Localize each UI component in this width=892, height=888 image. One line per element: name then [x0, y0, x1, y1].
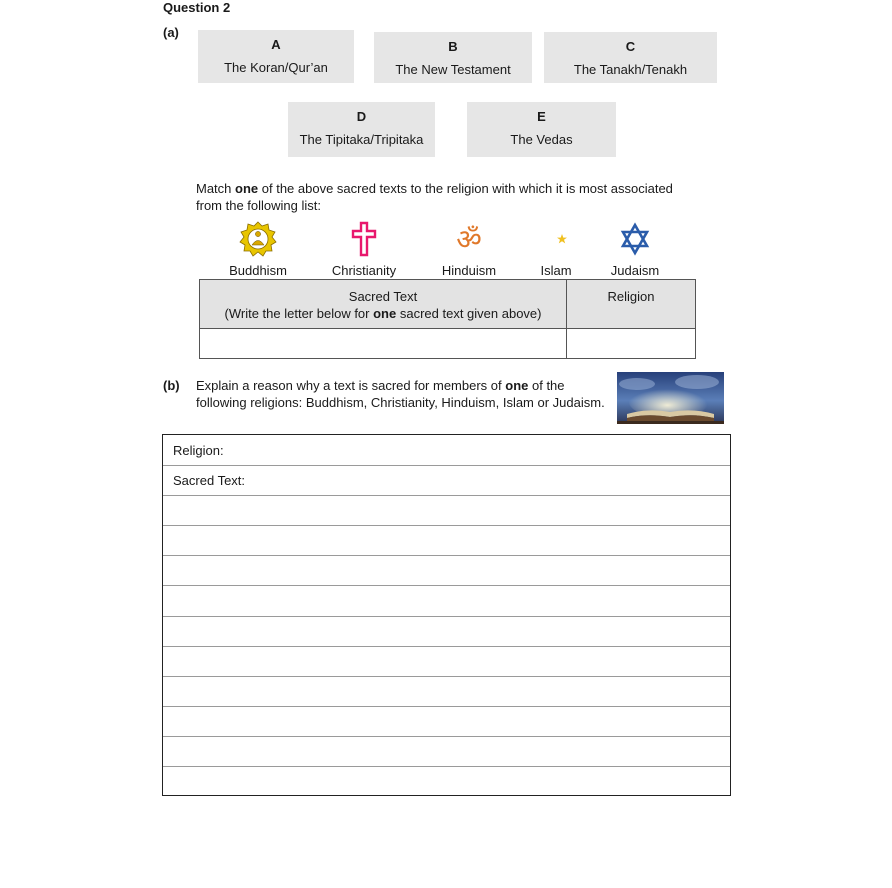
table-header-religion	[567, 280, 696, 329]
sacred-text-field-label: Sacred Text:	[173, 473, 246, 488]
part-b-question	[196, 377, 616, 411]
religion-field-label: Religion:	[173, 443, 224, 458]
answer-line	[163, 766, 730, 767]
religion-buddhism	[208, 221, 308, 278]
religion-label: Buddhism	[229, 263, 287, 278]
sacred-text-name: The Tipitaka/Tripitaka	[299, 132, 424, 147]
table-header-emphasis: one	[373, 306, 397, 321]
question-text: following religions: Buddhism, Christianity, Hinduism, Islam or Judaism.	[196, 395, 605, 410]
part-a-label: (a)	[163, 25, 179, 40]
sacred-text-name: The Tanakh/Tenakh	[573, 62, 688, 77]
answer-line	[163, 495, 730, 496]
svg-text:ॐ: ॐ	[456, 223, 482, 256]
answer-table	[199, 279, 696, 359]
religion-judaism	[585, 221, 685, 278]
religion-hinduism	[419, 221, 519, 278]
sacred-text-box-e	[467, 102, 616, 157]
religion-answer-cell[interactable]	[567, 329, 696, 359]
dharma-wheel-buddha-icon	[238, 221, 278, 257]
religion-label: Islam	[540, 263, 572, 278]
sacred-text-letter: B	[448, 39, 458, 54]
answer-line	[163, 465, 730, 466]
answer-line	[163, 616, 730, 617]
sacred-text-box-b	[374, 32, 532, 83]
question-text: Explain a reason why a text is sacred for members of	[196, 378, 506, 393]
answer-line	[163, 706, 730, 707]
question-text: of the	[528, 378, 565, 393]
religion-label: Christianity	[331, 263, 397, 278]
answer-line	[163, 646, 730, 647]
sacred-text-letter: C	[625, 39, 636, 54]
sacred-text-box-a	[198, 30, 354, 83]
religion-label: Judaism	[610, 263, 660, 278]
religion-christianity	[314, 221, 414, 278]
sacred-text-letter: D	[356, 109, 367, 124]
sacred-text-name: The Vedas	[510, 132, 573, 147]
part-b-label: (b)	[163, 378, 180, 393]
crescent-star-icon	[536, 221, 576, 257]
open-book-sky-image	[617, 372, 724, 424]
match-instruction	[196, 180, 716, 214]
answer-line	[163, 525, 730, 526]
instruction-text: Match	[196, 181, 236, 196]
sacred-text-box-c	[544, 32, 717, 83]
table-header-label: sacred text given above)	[396, 306, 542, 321]
table-header-label: (Write the letter below for	[224, 306, 374, 321]
om-icon	[449, 221, 489, 257]
cross-icon	[344, 221, 384, 257]
question-title: Question 2	[163, 0, 231, 15]
instruction-text: from the following list:	[196, 198, 321, 213]
sacred-text-letter: E	[537, 109, 546, 124]
instruction-text: of the above sacred texts to the religion with which it is most associated	[258, 181, 673, 196]
sacred-text-letter: A	[271, 37, 281, 52]
sacred-text-name: The Koran/Qur’an	[224, 60, 328, 75]
question-emphasis: one	[505, 378, 529, 393]
answer-line	[163, 555, 730, 556]
sacred-text-name: The New Testament	[395, 62, 511, 77]
table-header-sacred-text	[200, 280, 567, 329]
star-of-david-icon	[615, 221, 655, 257]
religion-label: Hinduism	[441, 263, 497, 278]
instruction-emphasis: one	[235, 181, 259, 196]
sacred-text-box-d	[288, 102, 435, 157]
sacred-text-answer-cell[interactable]	[200, 329, 567, 359]
answer-line	[163, 585, 730, 586]
written-answer-box[interactable]	[162, 434, 731, 796]
table-header-label: Religion	[607, 289, 655, 304]
answer-line	[163, 676, 730, 677]
answer-line	[163, 736, 730, 737]
table-header-label: Sacred Text	[348, 289, 418, 304]
